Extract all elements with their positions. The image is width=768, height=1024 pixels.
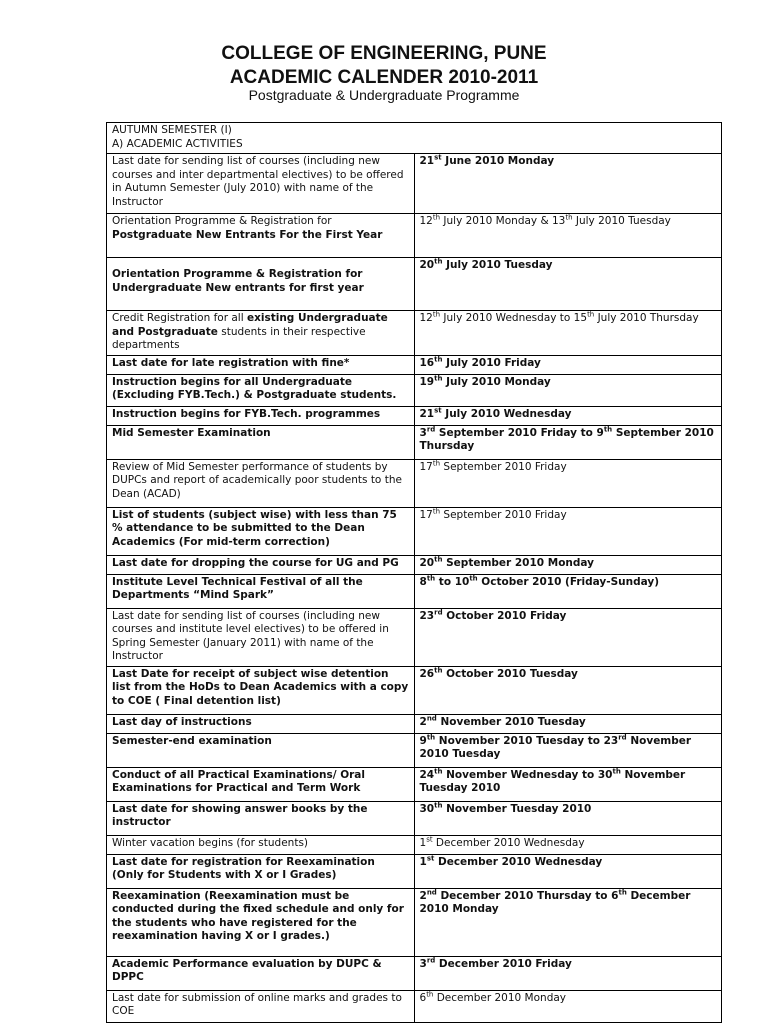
- calendar-row: [107, 154, 722, 214]
- activity-cell: Last date for showing answer books by the instructor: [107, 801, 415, 835]
- calendar-row: [107, 888, 722, 956]
- date-cell: 21st June 2010 Monday: [414, 154, 722, 214]
- date-cell: 1st December 2010 Wednesday: [414, 835, 722, 854]
- activity-cell: Mid Semester Examination: [107, 425, 415, 459]
- activity-cell: Last date for late registration with fine*: [107, 355, 415, 374]
- page-subtitle-calendar: ACADEMIC CALENDER 2010-2011: [229, 67, 539, 88]
- calendar-table: [106, 122, 722, 1023]
- date-cell: 23rd October 2010 Friday: [414, 608, 722, 666]
- activity-cell: Last Date for receipt of subject wise detention list from the HoDs to Dean Academics with a copy to COE ( Final detention list): [107, 666, 415, 714]
- calendar-row: [107, 714, 722, 733]
- activity-cell: Institute Level Technical Festival of all the Departments “Mind Spark”: [107, 574, 415, 608]
- calendar-row: [107, 854, 722, 888]
- calendar-row: [107, 801, 722, 835]
- date-cell: 21st July 2010 Wednesday: [414, 406, 722, 425]
- date-cell: 17th September 2010 Friday: [414, 507, 722, 555]
- page-title: COLLEGE OF ENGINEERING, PUNE: [221, 43, 547, 64]
- date-cell: 12th July 2010 Monday & 13th July 2010 Tuesday: [414, 214, 722, 258]
- activity-cell: Instruction begins for FYB.Tech. programmes: [107, 406, 415, 425]
- calendar-row: [107, 214, 722, 258]
- date-cell: 17th September 2010 Friday: [414, 459, 722, 507]
- date-cell: 19th July 2010 Monday: [414, 374, 722, 406]
- activity-cell: Last date for sending list of courses (including new courses and inter departmental electives) to be offered in Autumn Semester (July 2010) with name of the Instructor: [107, 154, 415, 214]
- activity-cell: Last day of instructions: [107, 714, 415, 733]
- activity-cell: Academic Performance evaluation by DUPC & DPPC: [107, 956, 415, 990]
- date-cell: 1st December 2010 Wednesday: [414, 854, 722, 888]
- date-cell: 16th July 2010 Friday: [414, 355, 722, 374]
- activity-cell: Instruction begins for all Undergraduate (Excluding FYB.Tech.) & Postgraduate students.: [107, 374, 415, 406]
- activities-heading: A) ACADEMIC ACTIVITIES: [112, 137, 243, 150]
- calendar-rows: [107, 154, 722, 1023]
- activity-cell: Semester-end examination: [107, 733, 415, 767]
- activity-cell: List of students (subject wise) with less than 75 % attendance to be submitted to the Dean Academics (For mid-term correction): [107, 507, 415, 555]
- activity-cell: Credit Registration for all existing Undergraduate and Postgraduate students in their respective departments: [107, 311, 415, 356]
- section-header-row: [107, 123, 722, 154]
- calendar-row: [107, 733, 722, 767]
- date-cell: 8th to 10th October 2010 (Friday-Sunday): [414, 574, 722, 608]
- calendar-row: [107, 956, 722, 990]
- calendar-row: [107, 666, 722, 714]
- activity-cell: Conduct of all Practical Examinations/ Oral Examinations for Practical and Term Work: [107, 767, 415, 801]
- calendar-row: [107, 555, 722, 574]
- calendar-row: [107, 355, 722, 374]
- activity-cell: Last date for dropping the course for UG and PG: [107, 555, 415, 574]
- calendar-row: [107, 374, 722, 406]
- programme-subtitle: Postgraduate & Undergraduate Programme: [248, 87, 520, 103]
- activity-cell: Winter vacation begins (for students): [107, 835, 415, 854]
- activity-cell: Last date for sending list of courses (including new courses and institute level electives) to be offered in Spring Semester (January 2011) with name of the Instructor: [107, 608, 415, 666]
- date-cell: 9th November 2010 Tuesday to 23rd November 2010 Tuesday: [414, 733, 722, 767]
- date-cell: 20th September 2010 Monday: [414, 555, 722, 574]
- date-cell: 3rd September 2010 Friday to 9th September 2010 Thursday: [414, 425, 722, 459]
- calendar-row: [107, 406, 722, 425]
- activity-cell: Last date for submission of online marks and grades to COE: [107, 990, 415, 1022]
- calendar-row: [107, 767, 722, 801]
- calendar-row: [107, 507, 722, 555]
- calendar-row: [107, 311, 722, 356]
- calendar-row: [107, 459, 722, 507]
- calendar-row: [107, 990, 722, 1022]
- activity-cell: Orientation Programme & Registration for Undergraduate New entrants for first year: [107, 258, 415, 311]
- activity-cell: Orientation Programme & Registration for Postgraduate New Entrants For the First Year: [107, 214, 415, 258]
- date-cell: 24th November Wednesday to 30th November Tuesday 2010: [414, 767, 722, 801]
- calendar-row: [107, 425, 722, 459]
- date-cell: 2nd December 2010 Thursday to 6th December 2010 Monday: [414, 888, 722, 956]
- calendar-row: [107, 574, 722, 608]
- date-cell: 30th November Tuesday 2010: [414, 801, 722, 835]
- activity-cell: Last date for registration for Reexamination (Only for Students with X or I Grades): [107, 854, 415, 888]
- date-cell: 6th December 2010 Monday: [414, 990, 722, 1022]
- calendar-row: [107, 835, 722, 854]
- activity-cell: Review of Mid Semester performance of students by DUPCs and report of academically poor students to the Dean (ACAD): [107, 459, 415, 507]
- date-cell: 26th October 2010 Tuesday: [414, 666, 722, 714]
- semester-label: AUTUMN SEMESTER (I): [112, 124, 232, 136]
- calendar-row: [107, 608, 722, 666]
- date-cell: 20th July 2010 Tuesday: [414, 258, 722, 311]
- date-cell: 3rd December 2010 Friday: [414, 956, 722, 990]
- date-cell: 12th July 2010 Wednesday to 15th July 2010 Thursday: [414, 311, 722, 356]
- activity-cell: Reexamination (Reexamination must be conducted during the fixed schedule and only for the students who have registered for the reexamination having X or I grades.): [107, 888, 415, 956]
- date-cell: 2nd November 2010 Tuesday: [414, 714, 722, 733]
- calendar-row: [107, 258, 722, 311]
